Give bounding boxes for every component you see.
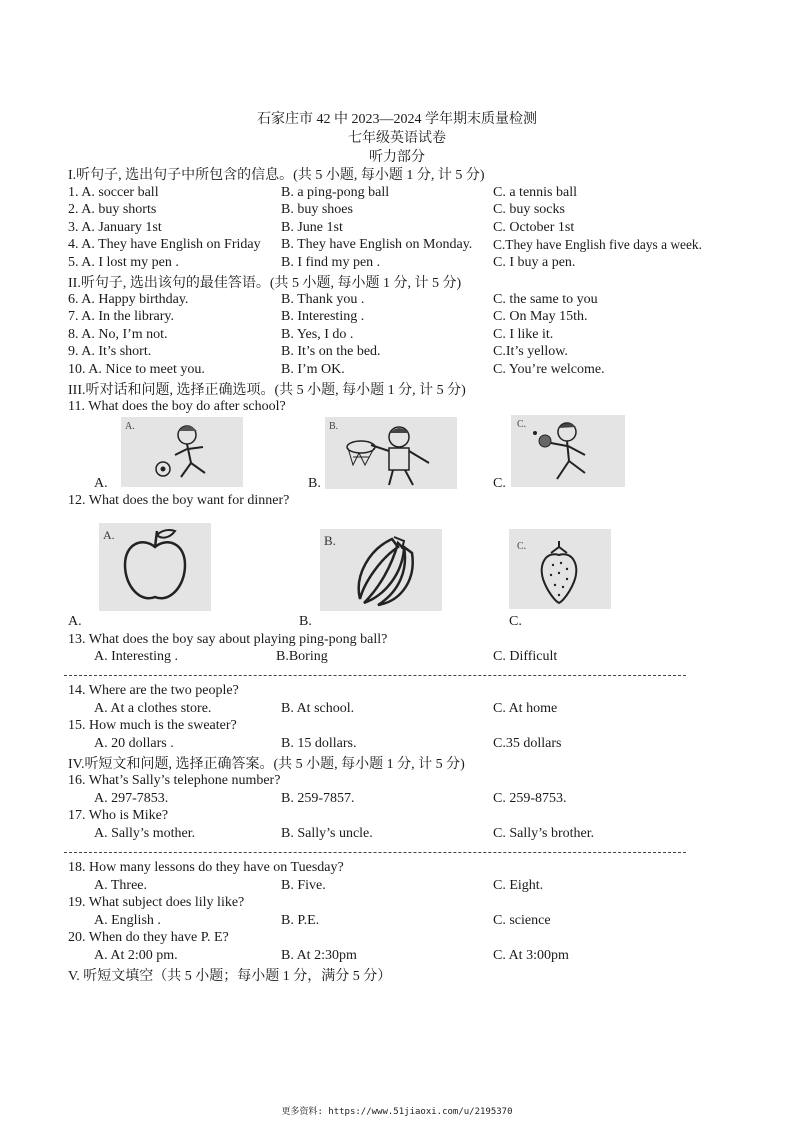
question-row — [68, 237, 748, 254]
q12-option-b: B. — [299, 614, 312, 629]
page-title: 石家庄市 42 中 2023—2024 学年期末质量检测 — [257, 112, 537, 127]
option-c: C. You’re welcome. — [493, 362, 605, 377]
option-a: A. 20 dollars . — [94, 736, 174, 751]
question-options — [94, 649, 754, 666]
divider — [64, 852, 686, 853]
question-options — [94, 736, 754, 753]
option-c: C. Sally’s brother. — [493, 826, 595, 841]
divider — [64, 675, 686, 676]
option-b: B. a ping-pong ball — [281, 185, 390, 200]
option-b: B. June 1st — [281, 220, 343, 235]
option-b: B. P.E. — [281, 913, 320, 928]
q11-option-c: C. — [493, 476, 506, 491]
option-b: B. Five. — [281, 878, 326, 893]
option-b: B. Sally’s uncle. — [281, 826, 373, 841]
option-a: 4. A. They have English on Friday — [68, 237, 261, 252]
question-options — [94, 913, 754, 930]
question-20: 20. When do they have P. E? — [68, 930, 229, 945]
option-c: C. science — [493, 913, 551, 928]
option-a: 1. A. soccer ball — [68, 185, 159, 200]
soccer-boy-picture — [121, 417, 243, 487]
question-18: 18. How many lessons do they have on Tuesday? — [68, 860, 344, 875]
option-a: A. English . — [94, 913, 161, 928]
option-a: A. At a clothes store. — [94, 701, 212, 716]
question-row — [68, 344, 748, 361]
question-options — [94, 878, 754, 895]
option-c: C. On May 15th. — [493, 309, 588, 324]
option-a: 7. A. In the library. — [68, 309, 175, 324]
option-b: B. They have English on Monday. — [281, 237, 473, 252]
option-b: B. Yes, I do . — [281, 327, 354, 342]
question-row — [68, 185, 748, 202]
option-a: A. Interesting . — [94, 649, 178, 664]
question-row — [68, 202, 748, 219]
option-c: C.They have English five days a week. — [493, 237, 702, 252]
option-a: A. At 2:00 pm. — [94, 948, 178, 963]
option-a: 3. A. January 1st — [68, 220, 162, 235]
option-b: B. I’m OK. — [281, 362, 345, 377]
question-17: 17. Who is Mike? — [68, 808, 169, 823]
option-c: C.It’s yellow. — [493, 344, 568, 359]
question-14: 14. Where are the two people? — [68, 683, 239, 698]
question-row — [68, 362, 748, 379]
question-11: 11. What does the boy do after school? — [68, 399, 286, 414]
question-15: 15. How much is the sweater? — [68, 718, 237, 733]
option-b: B. Interesting . — [281, 309, 365, 324]
question-19: 19. What subject does lily like? — [68, 895, 245, 910]
section-5-heading: V. 听短文填空（共 5 小题；每小题 1 分，满分 5 分） — [68, 969, 392, 984]
section-1-heading: I.听句子, 选出句子中所包含的信息。(共 5 小题, 每小题 1 分, 计 5 分) — [68, 168, 485, 183]
option-b: B. 259-7857. — [281, 791, 355, 806]
option-b: B. It’s on the bed. — [281, 344, 381, 359]
question-row — [68, 220, 748, 237]
option-b: B. Thank you . — [281, 292, 365, 307]
section-2-heading: II.听句子, 选出该句的最佳答语。(共 5 小题, 每小题 1 分, 计 5 分) — [68, 276, 462, 291]
page-subtitle: 七年级英语试卷 — [348, 131, 446, 146]
option-c: C. Eight. — [493, 878, 544, 893]
picture-label: C. — [517, 419, 527, 430]
q12-option-a: A. — [68, 614, 82, 629]
strawberry-picture — [509, 529, 611, 609]
picture-label: B. — [329, 421, 339, 432]
option-c: C. 259-8753. — [493, 791, 567, 806]
question-options — [94, 948, 754, 965]
option-b: B. 15 dollars. — [281, 736, 357, 751]
option-b: B. I find my pen . — [281, 255, 381, 270]
option-c: C. October 1st — [493, 220, 575, 235]
question-12: 12. What does the boy want for dinner? — [68, 493, 290, 508]
option-c: C. I buy a pen. — [493, 255, 576, 270]
picture-label: A. — [125, 421, 135, 432]
option-b: B. buy shoes — [281, 202, 353, 217]
question-row — [68, 309, 748, 326]
option-c: C. At home — [493, 701, 558, 716]
option-c: C. Difficult — [493, 649, 558, 664]
option-c: C. I like it. — [493, 327, 554, 342]
picture-label: B. — [324, 533, 336, 548]
question-13: 13. What does the boy say about playing ping-pong ball? — [68, 632, 388, 647]
footer-link[interactable]: 更多资料: https://www.51jiaoxi.com/u/2195370 — [281, 1107, 513, 1117]
part-label: 听力部分 — [369, 150, 425, 165]
q12-option-c: C. — [509, 614, 522, 629]
option-c: C. a tennis ball — [493, 185, 577, 200]
basketball-boy-picture — [325, 417, 457, 489]
option-a: 8. A. No, I’m not. — [68, 327, 168, 342]
option-b: B. At school. — [281, 701, 355, 716]
question-options — [94, 826, 754, 843]
section-4-heading: IV.听短文和问题, 选择正确答案。(共 5 小题, 每小题 1 分, 计 5 分) — [68, 757, 465, 772]
question-row — [68, 327, 748, 344]
option-c: C.35 dollars — [493, 736, 562, 751]
question-options — [94, 791, 754, 808]
option-c: C. buy socks — [493, 202, 565, 217]
picture-label: A. — [103, 528, 115, 542]
question-row — [68, 292, 748, 309]
option-a: 2. A. buy shorts — [68, 202, 157, 217]
option-c: C. the same to you — [493, 292, 598, 307]
question-16: 16. What’s Sally’s telephone number? — [68, 773, 281, 788]
option-a: 6. A. Happy birthday. — [68, 292, 189, 307]
option-a: A. Sally’s mother. — [94, 826, 196, 841]
q11-option-a: A. — [94, 476, 108, 491]
option-a: 9. A. It’s short. — [68, 344, 152, 359]
question-options — [94, 701, 754, 718]
section-3-heading: III.听对话和问题, 选择正确选项。(共 5 小题, 每小题 1 分, 计 5 分) — [68, 383, 466, 398]
option-a: A. Three. — [94, 878, 147, 893]
option-b: B. At 2:30pm — [281, 948, 357, 963]
picture-label: C. — [517, 541, 527, 552]
q11-option-b: B. — [308, 476, 321, 491]
ping-pong-boy-picture — [511, 415, 625, 487]
option-a: 5. A. I lost my pen . — [68, 255, 179, 270]
banana-picture — [320, 529, 442, 611]
apple-picture — [99, 523, 211, 611]
option-c: C. At 3:00pm — [493, 948, 569, 963]
option-a: 10. A. Nice to meet you. — [68, 362, 205, 377]
question-row — [68, 255, 748, 272]
option-a: A. 297-7853. — [94, 791, 169, 806]
option-b: B.Boring — [276, 649, 328, 664]
